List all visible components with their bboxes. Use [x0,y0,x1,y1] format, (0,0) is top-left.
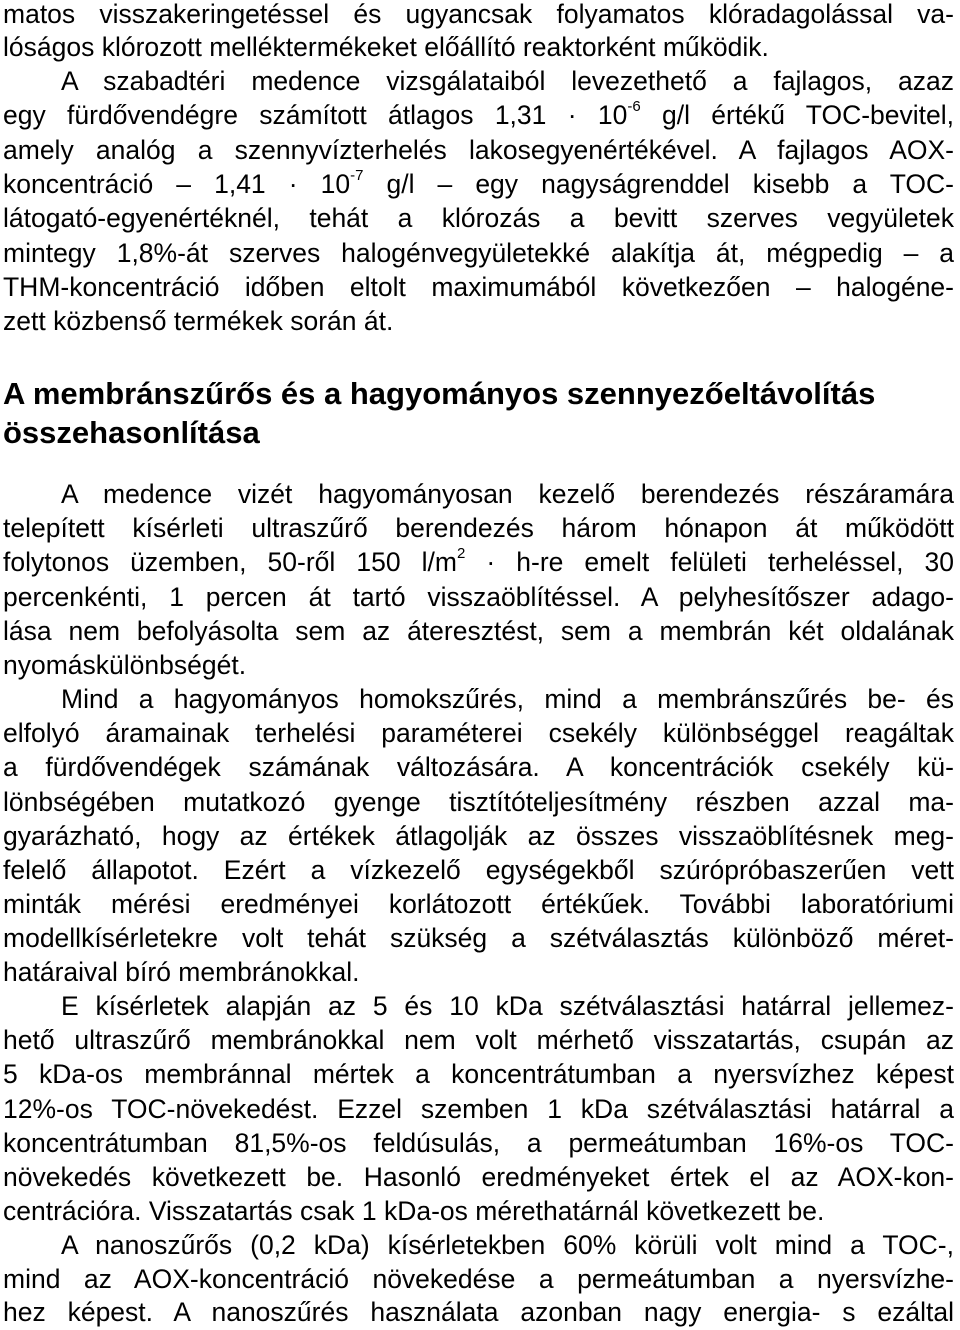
para2-line-6: mintegy 1,8%-át szerves halogénvegyületekké alakítja át, mégpedig – a [3,238,954,268]
para2-line-2-text: egy fürdővendégre számított átlagos 1,31 · 10 [3,100,628,130]
para2-line-7: THM-koncentráció időben eltolt maximumából következően – halogéne- [3,272,954,302]
para2-line-1: A szabadtéri medence vizsgálataiból levezethető a fajlagos, azaz [61,66,954,96]
para3-line-1: A medence vizét hagyományosan kezelő berendezés részáramára [61,479,954,509]
exponent: 2 [456,545,466,563]
para5-line-5: koncentrátumban 81,5%-os feldúsulás, a permeátumban 16%-os TOC- [3,1128,954,1158]
para3-line-6: nyomáskülönbségét. [3,650,247,680]
para1-line-1: matos visszakeringetéssel és ugyancsak folyamatos klóradagolással va- [3,0,954,29]
para2-line-2-text-end: g/l értékű TOC-bevitel, [640,100,955,130]
exponent: -7 [350,167,364,185]
para5-line-7: centrációra. Visszatartás csak 1 kDa-os mérethatárnál következett be. [3,1196,825,1226]
para2-line-4 [3,166,954,202]
para3-line-3-text: folytonos üzemben, 50-ről 150 l/m [3,547,457,577]
para6-line-3: hez képest. A nanoszűrés használata azonban nagy energia- s ezáltal [3,1297,954,1327]
exponent: -6 [627,98,641,116]
para4-line-5: gyarázható, hogy az értékek átlagolják az összes visszaöblítésnek meg- [3,821,954,851]
para5-line-4: 12%-os TOC-növekedést. Ezzel szemben 1 kDa szétválasztási határral a [3,1094,954,1124]
para2-line-5: látogató-egyenértéknél, tehát a klórozás a bevitt szerves vegyületek [3,203,954,233]
para3-line-2: telepített kísérleti ultraszűrő berendezés három hónapon át működött [3,513,954,543]
para4-line-9: határaival bíró membránokkal. [3,957,360,987]
para4-line-3: a fürdővendégek számának változására. A koncentrációk csekély kü- [3,752,954,782]
para2-line-4-text-end: g/l – egy nagyságrenddel kisebb a TOC- [363,169,954,199]
para1-line-2: lóságos klórozott melléktermékeket előállító reaktorként működik. [3,32,769,62]
para4-line-1: Mind a hagyományos homokszűrés, mind a membránszűrés be- és [61,684,954,714]
para3-line-3 [3,544,954,580]
para5-line-6: növekedés következett be. Hasonló eredményeket értek el az AOX-kon- [3,1162,954,1192]
section-heading-line-1: A membránszűrős és a hagyományos szennyezőeltávolítás [3,376,876,411]
para2-line-4-text: koncentráció – 1,41 · 10 [3,169,351,199]
para4-line-4: lönbségében mutatkozó gyenge tisztítóteljesítmény részben azzal ma- [3,787,954,817]
para4-line-7: minták mérési eredményei korlátozott értékűek. További laboratóriumi [3,889,954,919]
para5-line-3: 5 kDa-os membránnal mértek a koncentrátumban a nyersvízhez képest [3,1059,954,1089]
para6-line-1: A nanoszűrős (0,2 kDa) kísérletekben 60% körüli volt mind a TOC-, [61,1230,954,1260]
para4-line-6: felelő állapotot. Ezért a vízkezelő egységekből szúrópróbaszerűen vett [3,855,954,885]
para2-line-8: zett közbenső termékek során át. [3,306,394,336]
section-heading-line-2: összehasonlítása [3,415,260,450]
para3-line-4: percenkénti, 1 percen át tartó visszaöblítéssel. A pelyhesítőszer adago- [3,582,954,612]
para2-line-3: amely analóg a szennyvízterhelés lakosegyenértékével. A fajlagos AOX- [3,135,954,165]
para4-line-8: modellkísérletekre volt tehát szükség a szétválasztás különböző méret- [3,923,954,953]
para6-line-2: mind az AOX-koncentráció növekedése a permeátumban a nyersvízhe- [3,1264,954,1294]
para3-line-5: lása nem befolyásolta sem az áteresztést, sem a membrán két oldalának [3,616,954,646]
para5-line-1: E kísérletek alapján az 5 és 10 kDa szétválasztási határral jellemez- [61,991,954,1021]
para5-line-2: hető ultraszűrő membránokkal nem volt mérhető visszatartás, csupán az [3,1025,954,1055]
para3-line-3-text-end: · h-re emelt felületi terheléssel, 30 [465,547,954,577]
para2-line-2 [3,97,954,133]
para4-line-2: elfolyó áramainak terhelési paraméterei csekély különbséggel reagáltak [3,718,954,748]
